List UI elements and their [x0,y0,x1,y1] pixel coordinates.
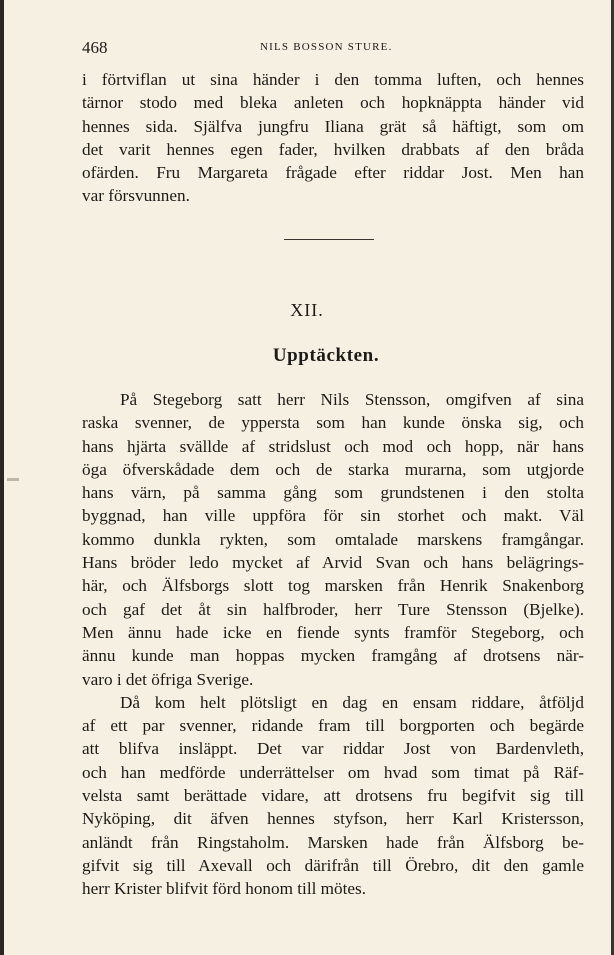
text-line: hennes sida. Själfva jungfru Iliana grät så häftigt, som om [82,116,584,136]
text-line: Men ännu hade icke en fiende synts framför Stegeborg, och [82,622,584,642]
page-edge-shadow [0,0,4,955]
text-line: och han medförde underrättelser om hvad som timat på Räf- [82,762,584,782]
text-line: varo i det öfriga Sverige. [82,669,254,689]
paper-mark [7,478,19,481]
section-divider [284,239,374,240]
text-line: gifvit sig till Axevall och därifrån till Örebro, dit den gamle [82,855,584,875]
running-head: NILS BOSSON STURE. [260,41,393,53]
text-line: ofärden. Fru Margareta frågade efter riddar Jost. Men han [82,163,584,183]
chapter-body [82,388,584,901]
text-line: öga öfverskådade dem och de starka murarna, som utgjorde [82,459,584,479]
text-line: det varit hennes egen fader, hvilken drabbats af den bråda [82,139,584,159]
text-line: raska svenner, de yppersta som han kunde önska sig, och [82,413,584,433]
chapter-number: XII. [290,300,324,320]
text-line: och gaf det åt sin halfbroder, herr Ture Stensson (Bjelke). [82,599,584,619]
text-line: byggnad, han ville uppföra för sin storhet och makt. Väl [82,506,584,526]
text-line: tärnor stodo med bleka anleten och hopknäppta händer vid [82,93,584,113]
text-line: anländt från Ringstaholm. Marsken hade från Älfsborg be- [82,832,584,852]
text-line: hans hjärta svällde af stridslust och mod och hopp, när hans [82,436,584,456]
chapter-title: Upptäckten. [272,345,380,366]
text-line: Hans bröder ledo mycket af Arvid Svan och hans belägrings- [82,553,584,573]
text-line: velsta samt berättade vidare, att drotsens fru begifvit sig till [82,786,584,806]
text-line: var försvunnen. [82,186,190,206]
text-line: af ett par svenner, ridande fram till borgporten och begärde [82,716,584,736]
text-line: Nyköping, dit äfven hennes styfson, herr Karl Kristersson, [82,809,584,829]
page-number: 468 [82,38,108,57]
text-line: På Stegeborg satt herr Nils Stensson, omgifven af sina [120,390,584,409]
continued-paragraph [82,68,584,208]
text-line: här, och Älfsborgs slott tog marsken från Henrik Snakenborg [82,576,584,596]
text-line: att blifva insläppt. Det var riddar Jost von Bardenvleth, [82,739,584,759]
text-line: i förtviflan ut sina händer i den tomma luften, och hennes [82,70,584,89]
page-header [82,38,582,58]
text-line: Då kom helt plötsligt en dag en ensam riddare, åtföljd [120,692,584,712]
text-line: kommo dunkla rykten, som omtalade marskens framgångar. [82,529,584,549]
text-line: ännu kunde man hoppas mycken framgång af drotsens när- [82,646,584,666]
text-line: hans värn, på samma gång som grundstenen i den stolta [82,483,584,503]
text-line: herr Krister blifvit förd honom till mötes. [82,879,367,899]
